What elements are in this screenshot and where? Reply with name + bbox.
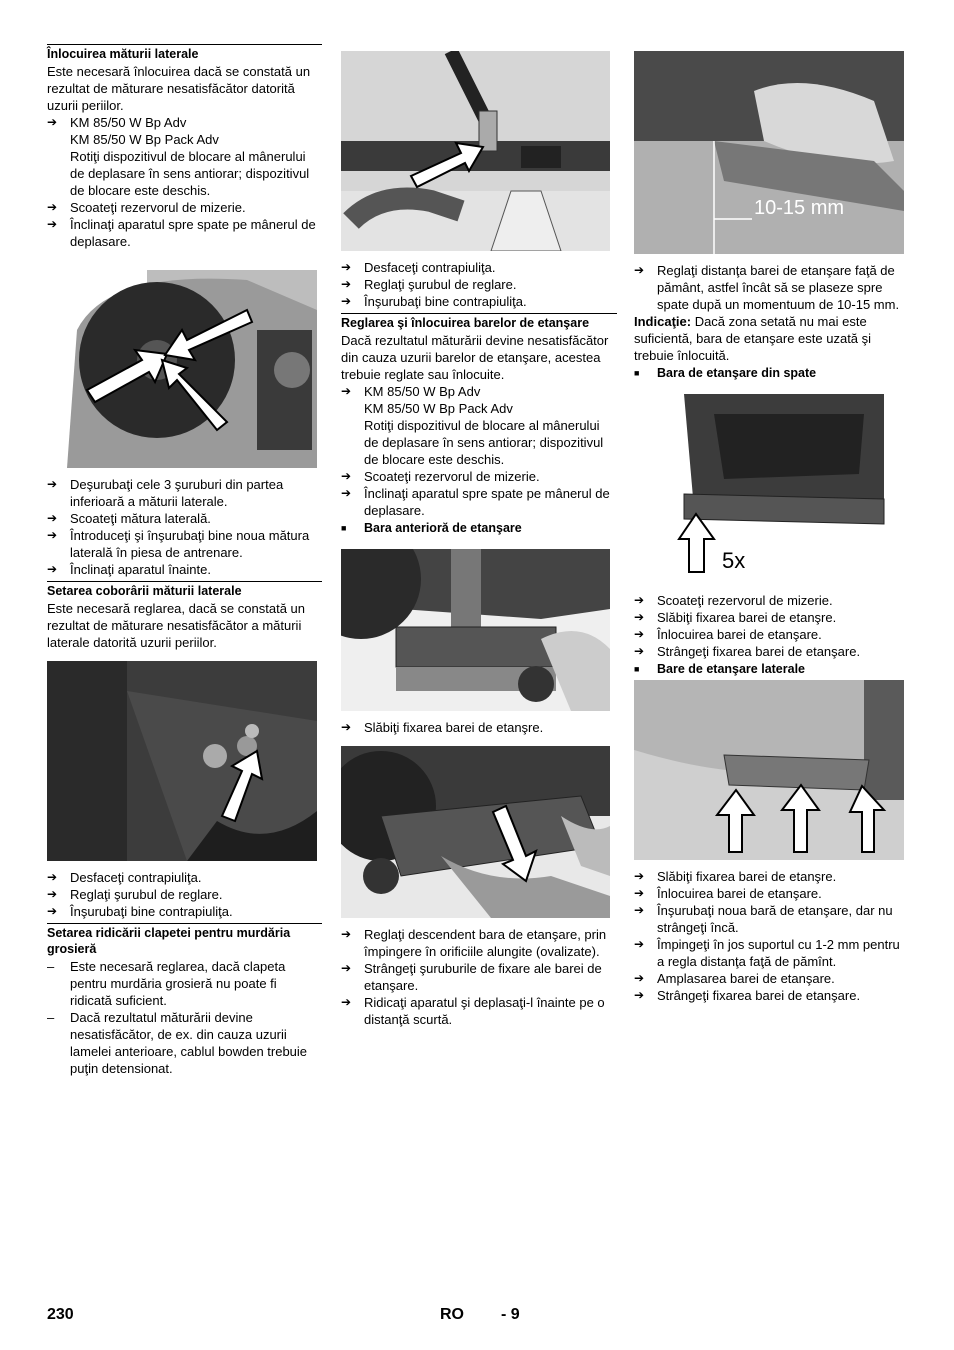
step: ➔ Scoateţi rezervorul de mizerie.: [47, 200, 246, 215]
step: ➔ Înclinaţi aparatul spre spate pe mânerul de deplasare.: [47, 217, 316, 249]
subsection-rear-strip: ■ Bara de etanşare din spate: [634, 366, 817, 380]
step: ➔ Desfaceţi contrapiuliţa.: [47, 870, 202, 885]
dash-icon: –: [47, 1010, 55, 1025]
step-detail: KM 85/50 W Bp Pack Adv: [364, 401, 513, 416]
step: ➔ Scoateţi mătura laterală.: [47, 511, 211, 526]
arrow-icon: ➔: [634, 903, 645, 917]
column-1: [47, 44, 322, 1077]
step: ➔ Slăbiţi fixarea barei de etanşre.: [634, 869, 837, 884]
figure-adjust-screw: [47, 661, 317, 861]
step: ➔ Împingeţi în jos suportul cu 1-2 mm pentru a regla distanţa faţă de pămînt.: [634, 937, 900, 969]
step: ➔ KM 85/50 W Bp Adv: [341, 384, 481, 399]
step: ➔ Strângeţi fixarea barei de etanşare.: [634, 988, 861, 1003]
figure-rear-strip: [634, 394, 904, 584]
arrow-icon: ➔: [634, 886, 645, 900]
bullet: – Dacă rezultatul măturării devine nesatisfăcător, de ex. din cauza uzurii lamelei anterioare, cablul bowden trebuie puţin detensionat.: [47, 1010, 308, 1076]
arrow-icon: ➔: [341, 486, 352, 500]
arrow-icon: ➔: [341, 961, 352, 975]
paragraph: Este necesară reglarea, dacă se constată un rezultat de măturare nesatisfăcător a măturii laterale datorită uzurii periilor.: [47, 601, 305, 650]
step: ➔ Desfaceţi contrapiuliţa.: [341, 260, 496, 275]
figure-side-strips: [634, 680, 904, 860]
note: Indicaţie: Dacă zona setată nu mai este suficientă, bara de etanşare este uzată şi trebuie înlocuită.: [634, 314, 872, 363]
heading-sealing-strips: Reglarea şi înlocuirea barelor de etanşare: [341, 313, 617, 331]
step: ➔ Reglaţi şurubul de reglare.: [341, 277, 517, 292]
square-icon: ■: [634, 368, 640, 378]
step: ➔ Deşurubaţi cele 3 şuruburi din partea inferioară a măturii laterale.: [47, 477, 284, 509]
arrow-icon: ➔: [341, 720, 352, 734]
step: ➔ Înlocuirea barei de etanşare.: [634, 886, 822, 901]
paragraph: Este necesară înlocuirea dacă se constată un rezultat de măturare nesatisfăcător datorită uzurii periilor.: [47, 64, 311, 113]
arrow-icon: ➔: [634, 644, 645, 658]
step: ➔ Slăbiţi fixarea barei de etanşre.: [341, 720, 544, 735]
column-3: [634, 51, 906, 1004]
figure-locknut: [341, 51, 610, 251]
arrow-icon: ➔: [634, 627, 645, 641]
step: ➔ Înşurubaţi bine contrapiuliţa.: [341, 294, 527, 309]
step: ➔ Înlocuirea barei de etanşare.: [634, 627, 822, 642]
language-code: RO: [440, 1306, 464, 1323]
figure-strip-push: [341, 746, 610, 918]
heading-side-broom-replace: Înlocuirea măturii laterale: [47, 44, 322, 62]
arrow-icon: ➔: [341, 260, 352, 274]
arrow-icon: ➔: [634, 869, 645, 883]
step: ➔ Întroduceţi şi înşurubaţi bine noua mătura laterală în piesa de antrenare.: [47, 528, 310, 560]
step: ➔ Înşurubaţi bine contrapiuliţa.: [47, 904, 233, 919]
arrow-icon: ➔: [634, 971, 645, 985]
figure-strip-distance: [634, 51, 904, 254]
bullet: – Este necesară reglarea, dacă clapeta pentru murdăria grosieră nu poate fi ridicată suficient.: [47, 959, 286, 1008]
step: ➔ Înclinaţi aparatul spre spate pe mânerul de deplasare.: [341, 486, 610, 518]
square-icon: ■: [341, 523, 347, 533]
arrow-icon: ➔: [341, 995, 352, 1009]
arrow-icon: ➔: [47, 200, 58, 214]
arrow-icon: ➔: [341, 277, 352, 291]
figure-front-strip: [341, 549, 610, 711]
arrow-icon: ➔: [47, 477, 58, 491]
step: ➔ Scoateţi rezervorul de mizerie.: [634, 593, 833, 608]
count-label: 5x: [722, 548, 746, 573]
step: ➔ KM 85/50 W Bp Adv: [47, 115, 187, 130]
page-number: 230: [47, 1306, 74, 1323]
arrow-icon: ➔: [47, 904, 58, 918]
arrow-icon: ➔: [47, 870, 58, 884]
arrow-icon: ➔: [47, 528, 58, 542]
step-detail: Rotiţi dispozitivul de blocare al mânerului de deplasare în sens antiorar; dispozitivul de blocare este deschis.: [364, 418, 604, 467]
subsection-side-strips: ■ Bare de etanşare laterale: [634, 662, 806, 676]
arrow-icon: ➔: [634, 937, 645, 951]
arrow-icon: ➔: [341, 294, 352, 308]
heading-side-broom-lowering: Setarea coborârii măturii laterale: [47, 581, 322, 599]
step-detail: Rotiţi dispozitivul de blocare al mânerului de deplasare în sens antiorar; dispozitivul de blocare este deschis.: [70, 149, 310, 198]
step: ➔ Strângeţi şuruburile de fixare ale barei de etanşare.: [341, 961, 602, 993]
arrow-icon: ➔: [47, 115, 58, 129]
figure-side-broom: [47, 270, 317, 468]
arrow-icon: ➔: [634, 610, 645, 624]
step: ➔ Slăbiţi fixarea barei de etanşre.: [634, 610, 837, 625]
section-number: - 9: [501, 1306, 520, 1323]
arrow-icon: ➔: [634, 988, 645, 1002]
step: ➔ Înşurubaţi noua bară de etanşare, dar nu strângeţi încă.: [634, 903, 893, 935]
step: ➔ Strângeţi fixarea barei de etanşare.: [634, 644, 861, 659]
dash-icon: –: [47, 959, 55, 974]
column-2: [341, 51, 617, 1028]
arrow-icon: ➔: [634, 593, 645, 607]
arrow-icon: ➔: [47, 887, 58, 901]
arrow-icon: ➔: [634, 263, 645, 277]
step: ➔ Reglaţi descendent bara de etanşare, prin împingere în orificiile alungite (ovalizate).: [341, 927, 607, 959]
square-icon: ■: [634, 664, 640, 674]
heading-coarse-dirt-flap: Setarea ridicării clapetei pentru murdăria grosieră: [47, 923, 322, 957]
arrow-icon: ➔: [47, 217, 58, 231]
arrow-icon: ➔: [47, 562, 58, 576]
step: ➔ Înclinaţi aparatul înainte.: [47, 562, 211, 577]
step: ➔ Scoateţi rezervorul de mizerie.: [341, 469, 540, 484]
note-label: Indicaţie:: [634, 314, 692, 329]
step: ➔ Amplasarea barei de etanşare.: [634, 971, 835, 986]
paragraph: Dacă rezultatul măturării devine nesatisfăcător din cauza uzurii barelor de etanşare, acestea trebuie reglate sau înlocuite.: [341, 333, 609, 382]
arrow-icon: ➔: [341, 927, 352, 941]
step: ➔ Reglaţi şurubul de reglare.: [47, 887, 223, 902]
distance-label: 10-15 mm: [754, 197, 845, 219]
step: ➔ Reglaţi distanţa barei de etanşare faţă de pământ, astfel încât să se plaseze spre spate după un momentuum de 10-15 mm.: [634, 263, 900, 312]
subsection-front-strip: ■ Bara anterioră de etanşare: [341, 521, 522, 535]
step: ➔ Ridicaţi aparatul şi deplasaţi-l înainte pe o distanţă scurtă.: [341, 995, 605, 1027]
arrow-icon: ➔: [341, 469, 352, 483]
step-detail: KM 85/50 W Bp Pack Adv: [70, 132, 219, 147]
arrow-icon: ➔: [47, 511, 58, 525]
arrow-icon: ➔: [341, 384, 352, 398]
